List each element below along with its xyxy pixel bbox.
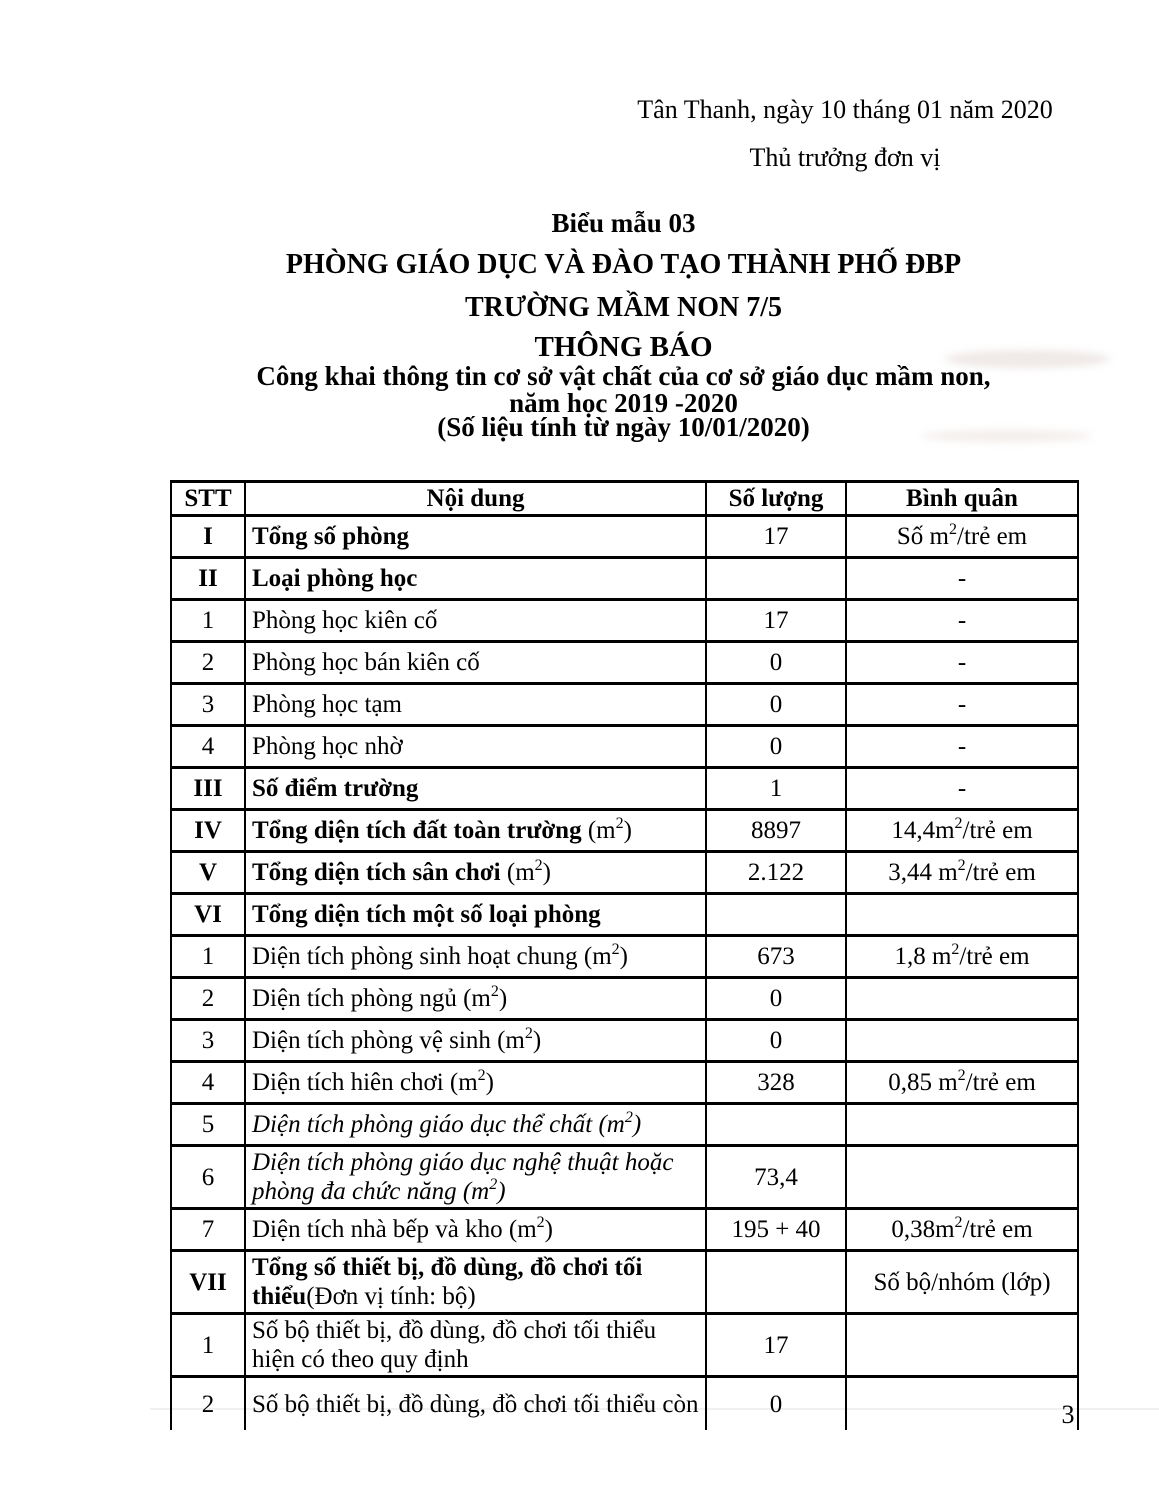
column-header: STT [171,482,245,516]
table-body [171,516,1078,1431]
text-segment: - [957,691,967,718]
notice-subtitle: Công khai thông tin cơ sở vật chất của cơ sở giáo dục mầm non, [256,361,991,391]
content-cell [245,978,706,1020]
content-cell [245,1062,706,1104]
text-segment: (Đơn vị tính: bộ) [306,1283,476,1310]
superscript: 2 [534,856,543,874]
text-segment: 1,8 m [894,943,952,970]
text-segment: ) [498,985,508,1012]
notice-school-year: năm học 2019 -2020 [509,388,738,418]
table-row [171,1104,1078,1146]
stt-cell: 3 [171,1020,245,1062]
table-row [171,978,1078,1020]
page-number: 3 [1061,1400,1075,1429]
quantity-cell: 0 [706,726,846,768]
average-cell [846,1209,1078,1251]
text-segment: /trẻ em [962,817,1033,844]
text-segment: 14,4m [891,817,955,844]
average-cell [846,936,1078,978]
superscript: 2 [954,814,963,832]
superscript: 2 [611,940,620,958]
column-header: Nội dung [245,482,706,516]
stt-cell: VII [171,1251,245,1314]
average-cell [846,1062,1078,1104]
average-cell [846,768,1078,810]
table-row [171,600,1078,642]
average-cell [846,726,1078,768]
average-cell [846,558,1078,600]
average-cell [846,1251,1078,1314]
superscript: 2 [490,982,499,1000]
superscript: 2 [477,1066,486,1084]
superscript: 2 [954,1213,963,1231]
table-row [171,1314,1078,1377]
superscript: 2 [536,1213,545,1231]
facilities-table [170,480,1079,1430]
text-segment: Diện tích nhà bếp và kho (m [252,1216,537,1243]
quantity-cell: 673 [706,936,846,978]
text-segment: /trẻ em [962,1216,1033,1243]
average-cell [846,684,1078,726]
average-cell [846,516,1078,558]
superscript: 2 [624,1108,633,1126]
text-segment: - [957,607,967,634]
stt-cell: II [171,558,245,600]
table-row [171,1251,1078,1314]
superscript: 2 [957,856,966,874]
text-segment: Số m [896,523,949,550]
quantity-cell [706,1251,846,1314]
superscript: 2 [489,1175,498,1193]
facilities-table-wrap [170,480,1085,1430]
text-segment: 0,85 m [888,1069,958,1096]
text-segment: /trẻ em [959,943,1030,970]
average-cell [846,810,1078,852]
average-cell [846,852,1078,894]
content-cell [245,1020,706,1062]
text-segment: - [957,733,967,760]
text-segment: Phòng học tạm [252,691,402,718]
stt-cell: 6 [171,1146,245,1209]
text-segment: Diện tích phòng giáo dục thể chất (m [252,1111,625,1138]
quantity-cell [706,558,846,600]
stt-cell: 4 [171,726,245,768]
average-cell [846,894,1078,936]
content-cell [245,1314,706,1377]
quantity-cell: 0 [706,642,846,684]
stt-cell: 1 [171,600,245,642]
content-cell [245,1104,706,1146]
stt-cell: 3 [171,684,245,726]
superscript: 2 [951,940,960,958]
notice-data-note: (Số liệu tính từ ngày 10/01/2020) [437,412,810,442]
text-segment: ) [532,1027,542,1054]
text-segment: ) [544,1216,553,1243]
quantity-cell: 73,4 [706,1146,846,1209]
text-segment: Tổng diện tích một số loại phòng [252,901,601,928]
quantity-cell [706,1104,846,1146]
stt-cell: I [171,516,245,558]
quantity-cell: 8897 [706,810,846,852]
content-cell [245,684,706,726]
text-segment: 3,44 m [888,859,958,886]
superscript: 2 [615,814,624,832]
table-row [171,1146,1078,1209]
content-cell [245,642,706,684]
text-segment: Tổng số thiết bị, đồ dùng, đồ chơi tối thiểu [252,1254,643,1310]
content-cell [245,768,706,810]
quantity-cell: 1 [706,768,846,810]
average-cell [846,978,1078,1020]
quantity-cell: 17 [706,1314,846,1377]
text-segment: (m [587,817,616,844]
content-cell [245,1251,706,1314]
stt-cell: 7 [171,1209,245,1251]
text-segment: 0,38m [891,1216,955,1243]
department-name: PHÒNG GIÁO DỤC VÀ ĐÀO TẠO THÀNH PHỐ ĐBP [285,249,962,280]
text-segment: Số bộ thiết bị, đồ dùng, đồ chơi tối thiểu hiện có theo quy định [252,1317,657,1373]
text-segment: Diện tích hiên chơi (m [252,1069,478,1096]
average-cell [846,1314,1078,1377]
quantity-cell: 0 [706,1377,846,1431]
quantity-cell: 0 [706,684,846,726]
text-segment: ) [632,1111,642,1138]
average-cell [846,1104,1078,1146]
superscript: 2 [957,1066,966,1084]
average-cell [846,642,1078,684]
average-cell [846,1020,1078,1062]
table-row [171,852,1078,894]
quantity-cell: 17 [706,516,846,558]
text-segment: - [957,649,967,676]
quantity-cell: 0 [706,1020,846,1062]
table-row [171,768,1078,810]
table-row [171,684,1078,726]
average-cell [846,1146,1078,1209]
average-cell [846,1377,1078,1431]
stt-cell: 2 [171,642,245,684]
table-row [171,1020,1078,1062]
content-cell [245,1146,706,1209]
average-cell [846,600,1078,642]
table-row [171,516,1078,558]
text-segment: Diện tích phòng sinh hoạt chung (m [252,943,612,970]
stt-cell: 5 [171,1104,245,1146]
form-label: Biểu mẫu 03 [551,208,696,238]
content-cell [245,726,706,768]
text-segment: /trẻ em [957,523,1028,550]
text-segment: Diện tích phòng vệ sinh (m [252,1027,525,1054]
text-segment: Số bộ thiết bị, đồ dùng, đồ chơi tối thiểu còn [252,1390,699,1418]
stt-cell: 1 [171,1314,245,1377]
text-segment: Diện tích phòng giáo dục nghệ thuật hoặc phòng đa chức năng (m [252,1149,674,1205]
signer-title: Thủ trưởng đơn vị [749,143,941,172]
table-row [171,1377,1078,1431]
content-cell [245,600,706,642]
content-cell [245,810,706,852]
text-segment: Phòng học kiên cố [252,607,438,634]
quantity-cell: 17 [706,600,846,642]
column-header: Số lượng [706,482,846,516]
quantity-cell [706,894,846,936]
stt-cell: 4 [171,1062,245,1104]
text-segment: Số điểm trường [252,775,419,802]
notice-title: THÔNG BÁO [534,331,713,363]
text-segment: ) [623,817,632,844]
table-row [171,936,1078,978]
quantity-cell: 328 [706,1062,846,1104]
quantity-cell: 2.122 [706,852,846,894]
text-segment: /trẻ em [965,1069,1036,1096]
superscript: 2 [949,520,957,538]
text-segment: ) [497,1178,506,1205]
stt-cell: III [171,768,245,810]
text-segment: Số bộ/nhóm (lớp) [873,1268,1051,1296]
quantity-cell: 0 [706,978,846,1020]
text-segment: Diện tích phòng ngủ (m [252,985,491,1012]
stt-cell: V [171,852,245,894]
text-segment: - [957,565,967,592]
stt-cell: 2 [171,978,245,1020]
text-segment: Tổng diện tích sân chơi [252,859,507,886]
stt-cell: VI [171,894,245,936]
date-line: Tân Thanh, ngày 10 tháng 01 năm 2020 [637,95,1053,124]
table-row [171,642,1078,684]
superscript: 2 [524,1024,533,1042]
text-segment: Tổng số phòng [252,523,410,550]
text-segment: (m [506,859,535,886]
text-segment: ) [485,1069,494,1096]
column-header: Bình quân [846,482,1078,516]
text-segment: Phòng học bán kiên cố [252,649,480,676]
text-segment: Loại phòng học [252,565,418,592]
table-row [171,558,1078,600]
content-cell [245,558,706,600]
text-segment: ) [619,943,628,970]
table-row [171,726,1078,768]
text-segment: Tổng diện tích đất toàn trường [252,817,588,844]
table-row [171,894,1078,936]
table-header-row [171,482,1078,516]
content-cell [245,1377,706,1431]
content-cell [245,516,706,558]
content-cell [245,852,706,894]
stt-cell: 1 [171,936,245,978]
table-row [171,810,1078,852]
quantity-cell: 195 + 40 [706,1209,846,1251]
school-name: TRƯỜNG MẦM NON 7/5 [464,292,783,323]
table-row [171,1209,1078,1251]
stt-cell: 2 [171,1377,245,1431]
table-row [171,1062,1078,1104]
content-cell [245,1209,706,1251]
text-segment: /trẻ em [965,859,1036,886]
text-segment: Phòng học nhờ [252,733,403,760]
content-cell [245,936,706,978]
text-segment: - [957,775,967,802]
stt-cell: IV [171,810,245,852]
content-cell [245,894,706,936]
text-segment: ) [542,859,551,886]
